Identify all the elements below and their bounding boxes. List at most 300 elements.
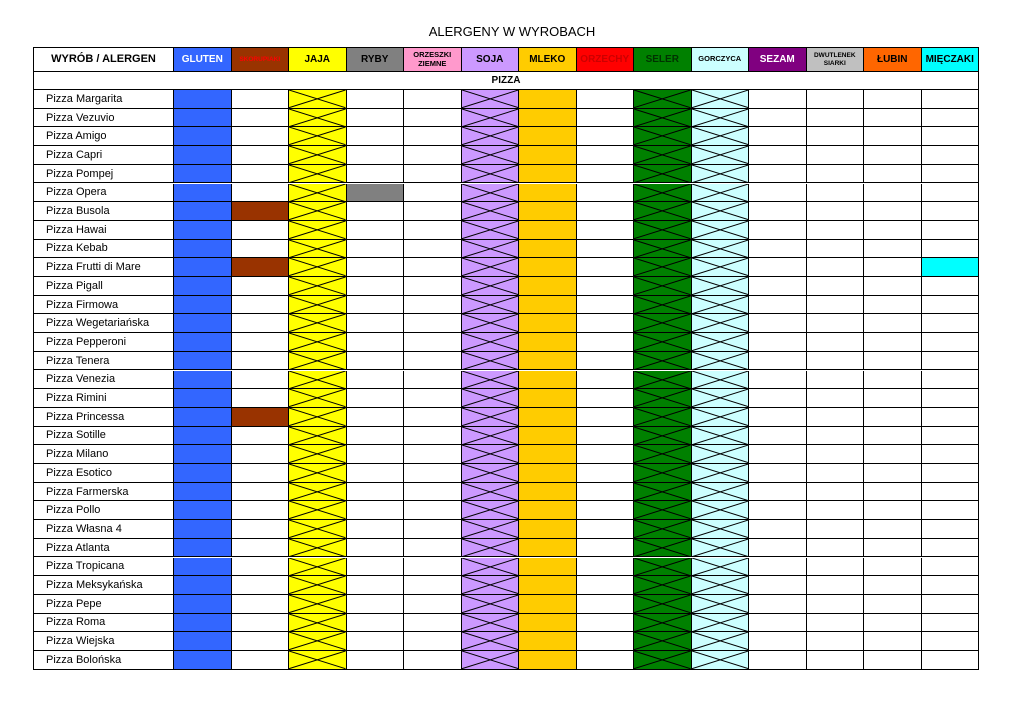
allergen-cell-sezam: [749, 464, 807, 483]
cross-mark-icon: [289, 127, 346, 145]
cross-mark-icon: [462, 520, 519, 538]
allergen-cell-lubin: [864, 165, 922, 184]
allergen-cell-lubin: [864, 539, 922, 558]
allergen-cell-dwutlenek: [807, 632, 865, 651]
allergen-cell-soja: [462, 184, 520, 203]
allergen-cell-jaja: [289, 333, 347, 352]
allergen-cell-soja: [462, 314, 520, 333]
allergen-cell-seler: [634, 558, 692, 577]
cross-mark-icon: [462, 576, 519, 594]
allergen-cell-jaja: [289, 520, 347, 539]
allergen-cell-gorczyca: [692, 352, 750, 371]
allergen-cell-lubin: [864, 314, 922, 333]
allergen-cell-jaja: [289, 184, 347, 203]
allergen-cell-skorupiaki: [232, 333, 290, 352]
cross-mark-icon: [634, 296, 691, 314]
allergen-cell-orzeszki: [404, 109, 462, 128]
allergen-cell-dwutlenek: [807, 127, 865, 146]
allergen-cell-skorupiaki: [232, 221, 290, 240]
allergen-cell-orzeszki: [404, 427, 462, 446]
allergen-cell-mieczaki: [922, 520, 980, 539]
allergen-cell-gluten: [174, 258, 232, 277]
allergen-cell-lubin: [864, 146, 922, 165]
allergen-cell-skorupiaki: [232, 576, 290, 595]
cross-mark-icon: [462, 445, 519, 463]
allergen-cell-soja: [462, 389, 520, 408]
allergen-cell-orzechy: [577, 632, 635, 651]
allergen-cell-gorczyca: [692, 240, 750, 259]
cross-mark-icon: [289, 389, 346, 407]
allergen-cell-dwutlenek: [807, 146, 865, 165]
allergen-cell-seler: [634, 595, 692, 614]
header-soja: SOJA: [462, 48, 520, 72]
allergen-cell-gluten: [174, 595, 232, 614]
cross-mark-icon: [462, 595, 519, 613]
allergen-cell-orzechy: [577, 483, 635, 502]
allergen-cell-jaja: [289, 127, 347, 146]
cross-mark-icon: [634, 146, 691, 164]
header-skorupiaki: SKORUPIAKI: [232, 48, 290, 72]
allergen-cell-skorupiaki: [232, 90, 290, 109]
allergen-cell-gorczyca: [692, 576, 750, 595]
allergen-cell-gorczyca: [692, 109, 750, 128]
allergen-cell-dwutlenek: [807, 371, 865, 390]
product-name: Pizza Rimini: [34, 389, 174, 408]
allergen-cell-orzeszki: [404, 614, 462, 633]
allergen-cell-jaja: [289, 314, 347, 333]
allergen-cell-seler: [634, 240, 692, 259]
cross-mark-icon: [462, 165, 519, 183]
allergen-cell-mieczaki: [922, 165, 980, 184]
allergen-cell-skorupiaki: [232, 202, 290, 221]
cross-mark-icon: [634, 651, 691, 669]
cross-mark-icon: [634, 445, 691, 463]
allergen-cell-gorczyca: [692, 520, 750, 539]
allergen-cell-gorczyca: [692, 146, 750, 165]
allergen-cell-seler: [634, 576, 692, 595]
allergen-cell-gluten: [174, 90, 232, 109]
allergen-cell-ryby: [347, 314, 405, 333]
allergen-cell-orzechy: [577, 221, 635, 240]
allergen-cell-mleko: [519, 146, 577, 165]
allergen-cell-ryby: [347, 109, 405, 128]
cross-mark-icon: [289, 146, 346, 164]
allergen-cell-orzeszki: [404, 539, 462, 558]
allergen-cell-sezam: [749, 109, 807, 128]
allergen-cell-soja: [462, 371, 520, 390]
allergen-cell-lubin: [864, 184, 922, 203]
cross-mark-icon: [462, 296, 519, 314]
allergen-cell-skorupiaki: [232, 352, 290, 371]
cross-mark-icon: [634, 427, 691, 445]
allergen-cell-orzeszki: [404, 127, 462, 146]
allergen-cell-mleko: [519, 184, 577, 203]
allergen-cell-soja: [462, 632, 520, 651]
cross-mark-icon: [692, 127, 749, 145]
allergen-cell-jaja: [289, 352, 347, 371]
allergen-cell-skorupiaki: [232, 651, 290, 670]
cross-mark-icon: [462, 371, 519, 389]
allergen-cell-soja: [462, 165, 520, 184]
cross-mark-icon: [289, 501, 346, 519]
allergen-cell-orzeszki: [404, 146, 462, 165]
allergen-cell-mieczaki: [922, 90, 980, 109]
allergen-cell-jaja: [289, 165, 347, 184]
allergen-cell-dwutlenek: [807, 520, 865, 539]
allergen-cell-sezam: [749, 501, 807, 520]
allergen-cell-gluten: [174, 184, 232, 203]
allergen-cell-gluten: [174, 109, 232, 128]
allergen-cell-orzeszki: [404, 595, 462, 614]
cross-mark-icon: [289, 632, 346, 650]
allergen-cell-gorczyca: [692, 614, 750, 633]
allergen-cell-mieczaki: [922, 595, 980, 614]
cross-mark-icon: [289, 520, 346, 538]
allergen-cell-lubin: [864, 501, 922, 520]
product-name: Pizza Bolońska: [34, 651, 174, 670]
allergen-cell-mleko: [519, 333, 577, 352]
allergen-cell-seler: [634, 483, 692, 502]
cross-mark-icon: [289, 614, 346, 632]
allergen-cell-mleko: [519, 427, 577, 446]
allergen-cell-dwutlenek: [807, 277, 865, 296]
allergen-cell-gluten: [174, 146, 232, 165]
allergen-cell-sezam: [749, 240, 807, 259]
header-gorczyca: GORCZYCA: [692, 48, 750, 72]
allergen-cell-jaja: [289, 483, 347, 502]
allergen-cell-skorupiaki: [232, 371, 290, 390]
product-name: Pizza Esotico: [34, 464, 174, 483]
allergen-cell-dwutlenek: [807, 352, 865, 371]
allergen-cell-mleko: [519, 614, 577, 633]
allergen-cell-seler: [634, 202, 692, 221]
allergen-cell-soja: [462, 352, 520, 371]
allergen-cell-skorupiaki: [232, 520, 290, 539]
cross-mark-icon: [692, 109, 749, 127]
allergen-cell-ryby: [347, 240, 405, 259]
cross-mark-icon: [692, 277, 749, 295]
cross-mark-icon: [692, 520, 749, 538]
allergen-cell-lubin: [864, 520, 922, 539]
cross-mark-icon: [289, 314, 346, 332]
cross-mark-icon: [634, 464, 691, 482]
allergen-cell-seler: [634, 389, 692, 408]
allergen-cell-ryby: [347, 146, 405, 165]
cross-mark-icon: [634, 240, 691, 258]
allergen-cell-dwutlenek: [807, 595, 865, 614]
allergen-cell-ryby: [347, 539, 405, 558]
allergen-cell-skorupiaki: [232, 184, 290, 203]
cross-mark-icon: [634, 371, 691, 389]
allergen-cell-skorupiaki: [232, 595, 290, 614]
product-name: Pizza Opera: [34, 184, 174, 203]
allergen-cell-orzechy: [577, 464, 635, 483]
allergen-cell-dwutlenek: [807, 314, 865, 333]
allergen-cell-mieczaki: [922, 240, 980, 259]
allergen-cell-gorczyca: [692, 389, 750, 408]
allergen-cell-dwutlenek: [807, 558, 865, 577]
allergen-cell-sezam: [749, 614, 807, 633]
allergen-cell-sezam: [749, 221, 807, 240]
cross-mark-icon: [634, 333, 691, 351]
cross-mark-icon: [692, 146, 749, 164]
allergen-cell-jaja: [289, 558, 347, 577]
allergen-cell-orzechy: [577, 240, 635, 259]
allergen-cell-gluten: [174, 408, 232, 427]
allergen-cell-mleko: [519, 127, 577, 146]
allergen-cell-soja: [462, 202, 520, 221]
allergen-cell-orzeszki: [404, 501, 462, 520]
allergen-cell-orzeszki: [404, 90, 462, 109]
allergen-cell-soja: [462, 90, 520, 109]
allergen-cell-gluten: [174, 520, 232, 539]
cross-mark-icon: [462, 127, 519, 145]
allergen-cell-soja: [462, 483, 520, 502]
cross-mark-icon: [634, 501, 691, 519]
allergen-cell-orzechy: [577, 558, 635, 577]
allergen-cell-orzeszki: [404, 520, 462, 539]
allergen-cell-orzeszki: [404, 333, 462, 352]
allergen-cell-skorupiaki: [232, 296, 290, 315]
allergen-cell-orzechy: [577, 427, 635, 446]
allergen-cell-mieczaki: [922, 576, 980, 595]
allergen-cell-ryby: [347, 352, 405, 371]
allergen-cell-lubin: [864, 240, 922, 259]
header-product-allergen: WYRÓB / ALERGEN: [34, 48, 174, 72]
allergen-cell-ryby: [347, 127, 405, 146]
cross-mark-icon: [462, 558, 519, 576]
allergen-cell-jaja: [289, 408, 347, 427]
allergen-cell-skorupiaki: [232, 165, 290, 184]
product-name: Pizza Sotille: [34, 427, 174, 446]
allergen-cell-jaja: [289, 296, 347, 315]
product-name: Pizza Atlanta: [34, 539, 174, 558]
allergen-cell-skorupiaki: [232, 109, 290, 128]
allergen-cell-dwutlenek: [807, 614, 865, 633]
allergen-cell-jaja: [289, 539, 347, 558]
allergen-cell-ryby: [347, 427, 405, 446]
allergen-cell-dwutlenek: [807, 464, 865, 483]
allergen-cell-sezam: [749, 333, 807, 352]
allergen-cell-mleko: [519, 90, 577, 109]
allergen-cell-sezam: [749, 258, 807, 277]
allergen-cell-skorupiaki: [232, 314, 290, 333]
allergen-cell-seler: [634, 464, 692, 483]
cross-mark-icon: [634, 314, 691, 332]
cross-mark-icon: [462, 464, 519, 482]
allergen-cell-orzechy: [577, 520, 635, 539]
cross-mark-icon: [634, 632, 691, 650]
allergen-cell-seler: [634, 371, 692, 390]
allergen-cell-seler: [634, 520, 692, 539]
cross-mark-icon: [634, 277, 691, 295]
allergen-cell-dwutlenek: [807, 221, 865, 240]
allergen-cell-ryby: [347, 90, 405, 109]
cross-mark-icon: [692, 296, 749, 314]
allergen-cell-orzeszki: [404, 352, 462, 371]
cross-mark-icon: [289, 109, 346, 127]
allergen-cell-ryby: [347, 258, 405, 277]
allergen-cell-mieczaki: [922, 445, 980, 464]
cross-mark-icon: [692, 165, 749, 183]
cross-mark-icon: [289, 595, 346, 613]
cross-mark-icon: [634, 202, 691, 220]
cross-mark-icon: [289, 277, 346, 295]
allergen-cell-dwutlenek: [807, 389, 865, 408]
allergen-cell-seler: [634, 90, 692, 109]
allergen-cell-mieczaki: [922, 632, 980, 651]
allergen-cell-mleko: [519, 371, 577, 390]
allergen-cell-mieczaki: [922, 427, 980, 446]
allergen-cell-soja: [462, 614, 520, 633]
cross-mark-icon: [289, 576, 346, 594]
allergen-cell-sezam: [749, 296, 807, 315]
allergen-cell-soja: [462, 539, 520, 558]
cross-mark-icon: [634, 576, 691, 594]
allergen-cell-mleko: [519, 389, 577, 408]
allergen-cell-ryby: [347, 576, 405, 595]
allergen-cell-gluten: [174, 614, 232, 633]
allergen-cell-lubin: [864, 595, 922, 614]
allergen-cell-soja: [462, 109, 520, 128]
cross-mark-icon: [462, 221, 519, 239]
cross-mark-icon: [462, 632, 519, 650]
allergen-cell-jaja: [289, 389, 347, 408]
allergen-cell-lubin: [864, 127, 922, 146]
allergen-cell-mleko: [519, 408, 577, 427]
allergen-cell-sezam: [749, 389, 807, 408]
allergen-cell-lubin: [864, 109, 922, 128]
allergen-cell-orzechy: [577, 576, 635, 595]
allergen-cell-orzechy: [577, 127, 635, 146]
allergen-cell-ryby: [347, 371, 405, 390]
allergen-cell-mleko: [519, 221, 577, 240]
allergen-cell-mieczaki: [922, 221, 980, 240]
allergen-cell-dwutlenek: [807, 501, 865, 520]
allergen-cell-dwutlenek: [807, 184, 865, 203]
allergen-cell-soja: [462, 595, 520, 614]
allergen-cell-mleko: [519, 632, 577, 651]
allergen-cell-gluten: [174, 165, 232, 184]
allergen-cell-gorczyca: [692, 632, 750, 651]
product-name: Pizza Pollo: [34, 501, 174, 520]
allergen-cell-skorupiaki: [232, 389, 290, 408]
allergen-cell-mleko: [519, 240, 577, 259]
allergen-cell-soja: [462, 146, 520, 165]
allergen-cell-jaja: [289, 445, 347, 464]
allergen-cell-soja: [462, 427, 520, 446]
allergen-cell-skorupiaki: [232, 445, 290, 464]
header-orzechy: ORZECHY: [577, 48, 635, 72]
allergen-cell-mieczaki: [922, 558, 980, 577]
allergen-cell-gorczyca: [692, 90, 750, 109]
allergen-cell-ryby: [347, 184, 405, 203]
product-name: Pizza Capri: [34, 146, 174, 165]
cross-mark-icon: [462, 408, 519, 426]
allergen-cell-soja: [462, 445, 520, 464]
allergen-cell-orzeszki: [404, 371, 462, 390]
allergen-cell-skorupiaki: [232, 539, 290, 558]
allergen-cell-jaja: [289, 371, 347, 390]
allergen-cell-jaja: [289, 240, 347, 259]
allergen-cell-gorczyca: [692, 651, 750, 670]
allergen-cell-soja: [462, 277, 520, 296]
allergen-cell-skorupiaki: [232, 127, 290, 146]
section-title: PIZZA: [34, 72, 979, 90]
allergen-cell-orzechy: [577, 445, 635, 464]
allergen-cell-soja: [462, 520, 520, 539]
allergen-cell-dwutlenek: [807, 109, 865, 128]
cross-mark-icon: [634, 258, 691, 276]
header-mieczaki: MIĘCZAKI: [922, 48, 980, 72]
allergen-cell-ryby: [347, 408, 405, 427]
allergen-cell-orzeszki: [404, 221, 462, 240]
product-name: Pizza Amigo: [34, 127, 174, 146]
cross-mark-icon: [692, 595, 749, 613]
allergen-cell-mleko: [519, 277, 577, 296]
allergen-cell-soja: [462, 240, 520, 259]
allergen-cell-gorczyca: [692, 595, 750, 614]
cross-mark-icon: [462, 651, 519, 669]
allergen-cell-seler: [634, 258, 692, 277]
allergen-cell-seler: [634, 632, 692, 651]
cross-mark-icon: [289, 296, 346, 314]
allergen-cell-mleko: [519, 558, 577, 577]
allergen-cell-seler: [634, 651, 692, 670]
allergen-cell-sezam: [749, 445, 807, 464]
allergen-cell-skorupiaki: [232, 277, 290, 296]
cross-mark-icon: [289, 333, 346, 351]
allergen-cell-gorczyca: [692, 483, 750, 502]
allergen-cell-orzechy: [577, 651, 635, 670]
allergen-cell-skorupiaki: [232, 464, 290, 483]
allergen-cell-orzeszki: [404, 277, 462, 296]
cross-mark-icon: [634, 520, 691, 538]
allergen-cell-gorczyca: [692, 558, 750, 577]
allergen-cell-jaja: [289, 427, 347, 446]
allergen-cell-gorczyca: [692, 127, 750, 146]
cross-mark-icon: [289, 483, 346, 501]
allergen-cell-mleko: [519, 109, 577, 128]
allergen-cell-seler: [634, 165, 692, 184]
cross-mark-icon: [289, 90, 346, 108]
allergen-cell-orzeszki: [404, 314, 462, 333]
allergen-cell-gluten: [174, 371, 232, 390]
allergen-cell-gluten: [174, 389, 232, 408]
product-name: Pizza Milano: [34, 445, 174, 464]
header-dwutlenek: DWUTLENEK SIARKI: [807, 48, 865, 72]
allergen-cell-orzeszki: [404, 165, 462, 184]
allergen-cell-gluten: [174, 221, 232, 240]
allergen-cell-lubin: [864, 632, 922, 651]
allergen-cell-gluten: [174, 333, 232, 352]
allergen-cell-orzeszki: [404, 558, 462, 577]
allergen-cell-skorupiaki: [232, 408, 290, 427]
cross-mark-icon: [634, 614, 691, 632]
product-name: Pizza Własna 4: [34, 520, 174, 539]
allergen-cell-orzeszki: [404, 651, 462, 670]
allergen-cell-sezam: [749, 90, 807, 109]
cross-mark-icon: [692, 184, 749, 202]
allergen-cell-skorupiaki: [232, 483, 290, 502]
allergen-cell-lubin: [864, 90, 922, 109]
cross-mark-icon: [692, 258, 749, 276]
allergen-cell-seler: [634, 127, 692, 146]
cross-mark-icon: [289, 558, 346, 576]
header-seler: SELER: [634, 48, 692, 72]
allergen-cell-seler: [634, 184, 692, 203]
cross-mark-icon: [634, 90, 691, 108]
